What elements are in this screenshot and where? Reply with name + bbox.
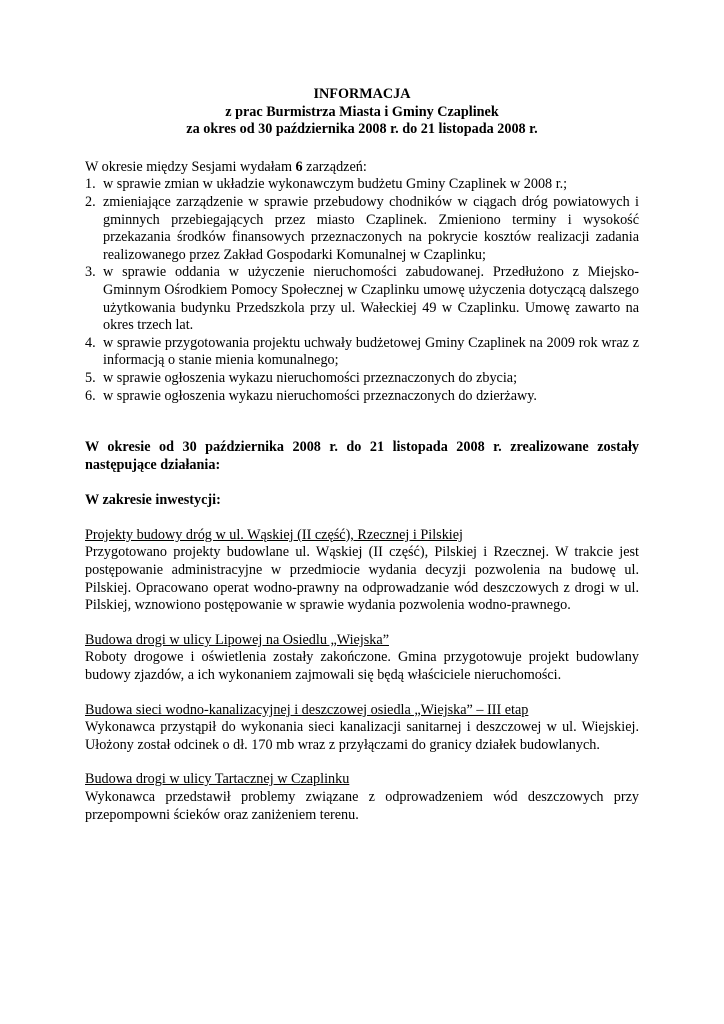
section-body: Wykonawca przedstawił problemy związane z odprowadzeniem wód deszczowych przy przepompowni ścieków oraz zaniżeniem terenu. (85, 789, 639, 823)
section-title: Budowa drogi w ulicy Lipowej na Osiedlu „Wiejska” (85, 631, 389, 648)
intro-text-before: W okresie między Sesjami wydałam (85, 158, 296, 175)
investment-section (85, 632, 639, 685)
investment-section (85, 702, 639, 755)
list-item-text: w sprawie oddania w użyczenie nieruchomości zabudowanej. Przedłużono z Miejsko-Gminnym Ośrodkiem Pomocy Społecznej w Czaplinku umowę użyczenia dotyczącą dalszego użytkowania budynku Przedszkola przy ul. Wałeckiej 49 w Czaplinku. Umowę zawarto na okres trzech lat. (103, 264, 639, 334)
list-item (85, 388, 639, 406)
section-title: Budowa sieci wodno-kanalizacyjnej i deszczowej osiedla „Wiejska” – III etap (85, 701, 529, 718)
investment-section (85, 771, 639, 824)
list-item-text: w sprawie zmian w układzie wykonawczym budżetu Gminy Czaplinek w 2008 r.; (103, 176, 568, 193)
orders-count: 6 (295, 158, 303, 175)
orders-list (85, 176, 639, 405)
section-body: Wykonawca przystąpił do wykonania sieci kanalizacji sanitarnej i deszczowej w ul. Wiejskiej. Ułożony został odcinek o dł. 170 mb wraz z przyłączami do granicy działek budowlanych. (85, 719, 639, 753)
list-item-number: 2. (85, 193, 96, 210)
list-item-number: 5. (85, 369, 96, 386)
list-item-text: w sprawie ogłoszenia wykazu nieruchomości przeznaczonych do dzierżawy. (103, 387, 537, 404)
section-body: Przygotowano projekty budowlane ul. Wąskiej (II część), Pilskiej i Rzecznej. W trakcie jest postępowanie administracyjne w przedmiocie wydania decyzji pozwolenia na budowę ul. Pilskiej. Opracowano operat wodno-prawny na odprowadzanie wód deszczowych z drogi w ul. Pilskiej, wznowiono postępowanie w sprawie wydania pozwolenia wodno-prawnego. (85, 544, 639, 614)
section-title: Budowa drogi w ulicy Tartacznej w Czaplinku (85, 771, 350, 788)
section-title: Projekty budowy dróg w ul. Wąskiej (II część), Rzecznej i Pilskiej (85, 526, 463, 543)
document-subtitle: z prac Burmistrza Miasta i Gminy Czaplinek (225, 103, 499, 120)
list-item (85, 264, 639, 334)
activities-summary: W okresie od 30 października 2008 r. do 21 listopada 2008 r. zrealizowane zostały następujące działania: (85, 439, 639, 473)
document-header (85, 86, 639, 139)
list-item-number: 6. (85, 387, 96, 404)
list-item-number: 1. (85, 176, 96, 193)
list-item (85, 370, 639, 388)
list-item-number: 3. (85, 264, 96, 281)
section-body: Roboty drogowe i oświetlenia zostały zakończone. Gmina przygotowuje projekt budowlany budowy zjazdów, a ich wykonaniem zajmowali się będą właściciele nieruchomości. (85, 649, 639, 684)
investments-heading: W zakresie inwestycji: (85, 492, 221, 509)
list-item-text: w sprawie ogłoszenia wykazu nieruchomości przeznaczonych do zbycia; (103, 369, 518, 386)
document-period: za okres od 30 października 2008 r. do 21 listopada 2008 r. (186, 121, 538, 138)
list-item (85, 335, 639, 370)
list-item-text: zmieniające zarządzenie w sprawie przebudowy chodników w ciągach dróg powiatowych i gminnych przebiegających przez miasto Czaplinek. Zmieniono terminy i wysokość przekazania środków finansowych przeznaczonych na pokrycie kosztów realizacji zadania realizowanego przez Zakład Gospodarki Komunalnej w Czaplinku; (103, 193, 639, 263)
list-item (85, 194, 639, 264)
list-item-text: w sprawie przygotowania projektu uchwały budżetowej Gminy Czaplinek na 2009 rok wraz z informacją o stanie mienia komunalnego; (103, 334, 639, 369)
orders-intro (85, 159, 639, 177)
list-item-number: 4. (85, 334, 96, 351)
list-item (85, 176, 639, 194)
intro-text-after: zarządzeń: (302, 158, 367, 175)
investment-section (85, 527, 639, 615)
document-title: INFORMACJA (313, 86, 411, 102)
